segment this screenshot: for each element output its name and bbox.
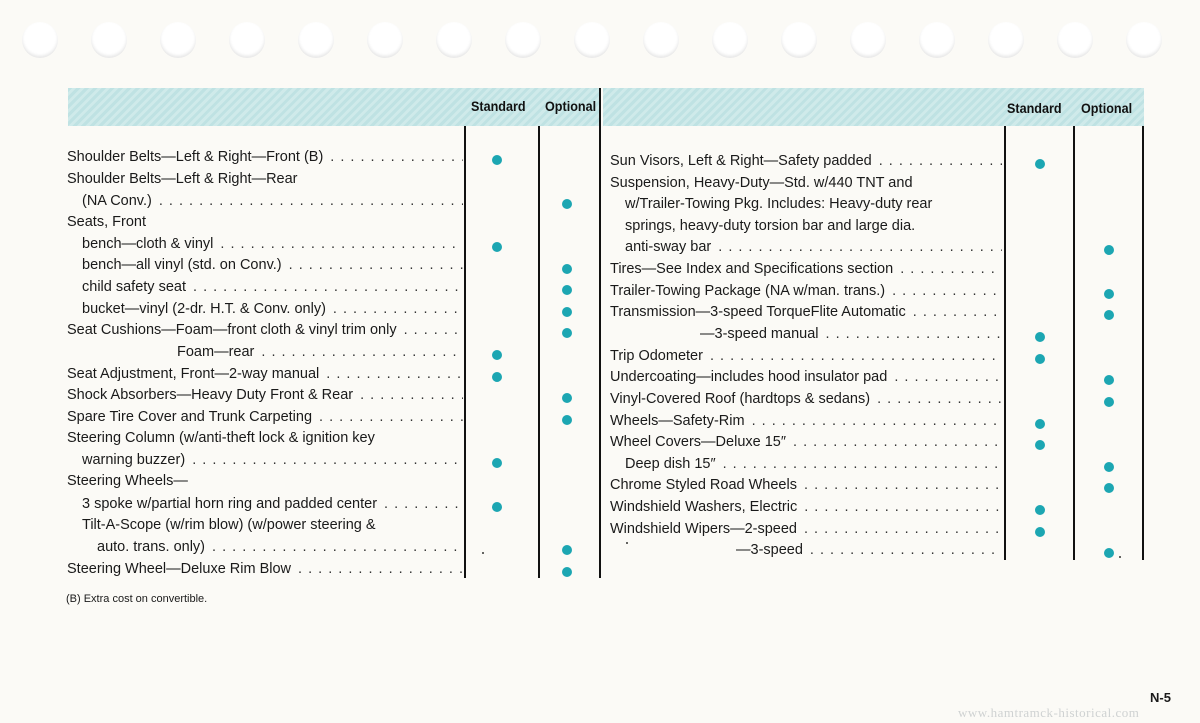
binder-hole bbox=[850, 22, 886, 58]
table-row: springs, heavy-duty torsion bar and large dia. bbox=[625, 218, 916, 234]
table-row: Shoulder Belts—Left & Right—Front (B) . . . bbox=[67, 146, 463, 168]
right-column-rule-2 bbox=[1073, 126, 1075, 560]
table-row: Spare Tire Cover and Trunk Carpeting . . . bbox=[67, 406, 463, 428]
table-row: Tilt-A-Scope (w/rim blow) (w/power steering & bbox=[82, 517, 376, 533]
page-number: N-5 bbox=[1150, 690, 1171, 705]
table-row: —3-speed . . . bbox=[736, 539, 1002, 561]
table-row: Steering Column (w/anti-theft lock & ignition key bbox=[67, 430, 375, 446]
binder-hole bbox=[574, 22, 610, 58]
table-row: —3-speed manual . . . bbox=[700, 323, 1002, 345]
standard-marker bbox=[1035, 354, 1045, 364]
binder-hole bbox=[22, 22, 58, 58]
optional-marker bbox=[562, 393, 572, 403]
table-row: Deep dish 15″ . . . bbox=[625, 453, 1002, 475]
standard-marker bbox=[1035, 419, 1045, 429]
binder-hole bbox=[160, 22, 196, 58]
table-row: Seat Adjustment, Front—2-way manual . . . bbox=[67, 363, 463, 385]
table-row: Chrome Styled Road Wheels . . . bbox=[610, 474, 1002, 496]
left-optional-header: Optional bbox=[545, 98, 597, 114]
binder-hole bbox=[229, 22, 265, 58]
table-row: warning buzzer) . . . bbox=[82, 449, 463, 471]
left-column-rule-1 bbox=[464, 126, 466, 578]
right-optional-header: Optional bbox=[1081, 100, 1133, 116]
binder-hole bbox=[712, 22, 748, 58]
table-row: Wheel Covers—Deluxe 15″ . . . bbox=[610, 431, 1002, 453]
standard-marker bbox=[492, 350, 502, 360]
right-column-rule-3 bbox=[1142, 126, 1144, 560]
table-row: (NA Conv.) . . . bbox=[82, 190, 463, 212]
optional-marker bbox=[1104, 245, 1114, 255]
left-standard-header: Standard bbox=[471, 98, 526, 114]
table-row: child safety seat . . . bbox=[82, 276, 463, 298]
watermark: www.hamtramck-historical.com bbox=[958, 705, 1140, 720]
optional-marker bbox=[562, 545, 572, 555]
optional-marker bbox=[562, 199, 572, 209]
table-row: Shock Absorbers—Heavy Duty Front & Rear . . . bbox=[67, 384, 463, 406]
standard-marker bbox=[1035, 440, 1045, 450]
table-row: Steering Wheel—Deluxe Rim Blow . . . bbox=[67, 558, 463, 580]
optional-marker bbox=[562, 567, 572, 577]
binder-hole bbox=[781, 22, 817, 58]
optional-marker bbox=[562, 307, 572, 317]
optional-marker bbox=[562, 328, 572, 338]
optional-marker bbox=[562, 415, 572, 425]
table-row: anti-sway bar . . . bbox=[625, 236, 1002, 258]
right-header-band bbox=[603, 88, 1144, 126]
optional-marker bbox=[1104, 548, 1114, 558]
binder-hole bbox=[1126, 22, 1162, 58]
table-row: Seats, Front bbox=[67, 214, 146, 230]
table-row: Trailer-Towing Package (NA w/man. trans.) . . . bbox=[610, 280, 1002, 302]
standard-marker bbox=[492, 372, 502, 382]
footnote: (B) Extra cost on convertible. bbox=[66, 593, 208, 605]
table-row: Seat Cushions—Foam—front cloth & vinyl trim only . . . bbox=[67, 319, 463, 341]
optional-marker bbox=[1104, 375, 1114, 385]
optional-marker bbox=[1104, 310, 1114, 320]
standard-marker bbox=[492, 155, 502, 165]
left-column-rule-2 bbox=[538, 126, 540, 578]
optional-marker bbox=[562, 264, 572, 274]
binder-hole bbox=[1057, 22, 1093, 58]
optional-marker bbox=[1104, 289, 1114, 299]
binder-hole bbox=[643, 22, 679, 58]
table-row: Transmission—3-speed TorqueFlite Automatic . . . bbox=[610, 301, 1002, 323]
print-speck bbox=[626, 542, 628, 544]
table-row: Vinyl-Covered Roof (hardtops & sedans) . . . bbox=[610, 388, 1002, 410]
binder-hole bbox=[919, 22, 955, 58]
binder-hole bbox=[298, 22, 334, 58]
binder-hole bbox=[367, 22, 403, 58]
standard-marker bbox=[492, 458, 502, 468]
table-row: w/Trailer-Towing Pkg. Includes: Heavy-duty rear bbox=[625, 196, 933, 212]
table-row: Suspension, Heavy-Duty—Std. w/440 TNT and bbox=[610, 175, 913, 191]
table-row: Windshield Washers, Electric . . . bbox=[610, 496, 1002, 518]
standard-marker bbox=[1035, 527, 1045, 537]
optional-marker bbox=[1104, 397, 1114, 407]
table-row: Wheels—Safety-Rim . . . bbox=[610, 410, 1002, 432]
center-divider-rule bbox=[599, 88, 601, 578]
right-column-rule-1 bbox=[1004, 126, 1006, 560]
print-speck bbox=[482, 552, 484, 554]
right-standard-header: Standard bbox=[1007, 100, 1062, 116]
binder-hole bbox=[91, 22, 127, 58]
standard-marker bbox=[492, 502, 502, 512]
binder-hole bbox=[436, 22, 472, 58]
table-row: Foam—rear . . . bbox=[177, 341, 463, 363]
table-row: Tires—See Index and Specifications section . . . bbox=[610, 258, 1002, 280]
table-row: Steering Wheels— bbox=[67, 473, 188, 489]
table-row: bucket—vinyl (2-dr. H.T. & Conv. only) . . . bbox=[82, 298, 463, 320]
optional-marker bbox=[1104, 483, 1114, 493]
standard-marker bbox=[1035, 505, 1045, 515]
standard-marker bbox=[1035, 159, 1045, 169]
table-row: bench—all vinyl (std. on Conv.) . . . bbox=[82, 254, 463, 276]
standard-marker bbox=[492, 242, 502, 252]
table-row: Shoulder Belts—Left & Right—Rear bbox=[67, 171, 298, 187]
table-row: Windshield Wipers—2-speed . . . bbox=[610, 518, 1002, 540]
binder-hole bbox=[988, 22, 1024, 58]
binder-hole bbox=[505, 22, 541, 58]
binder-holes bbox=[0, 22, 1200, 62]
table-row: auto. trans. only) . . . bbox=[97, 536, 463, 558]
table-row: bench—cloth & vinyl . . . bbox=[82, 233, 463, 255]
table-row: 3 spoke w/partial horn ring and padded center . . . bbox=[82, 493, 463, 515]
standard-marker bbox=[1035, 332, 1045, 342]
table-row: Undercoating—includes hood insulator pad . . . bbox=[610, 366, 1002, 388]
print-speck bbox=[1119, 556, 1121, 558]
optional-marker bbox=[562, 285, 572, 295]
optional-marker bbox=[1104, 462, 1114, 472]
table-row: Trip Odometer . . . bbox=[610, 345, 1002, 367]
table-row: Sun Visors, Left & Right—Safety padded . . . bbox=[610, 150, 1002, 172]
